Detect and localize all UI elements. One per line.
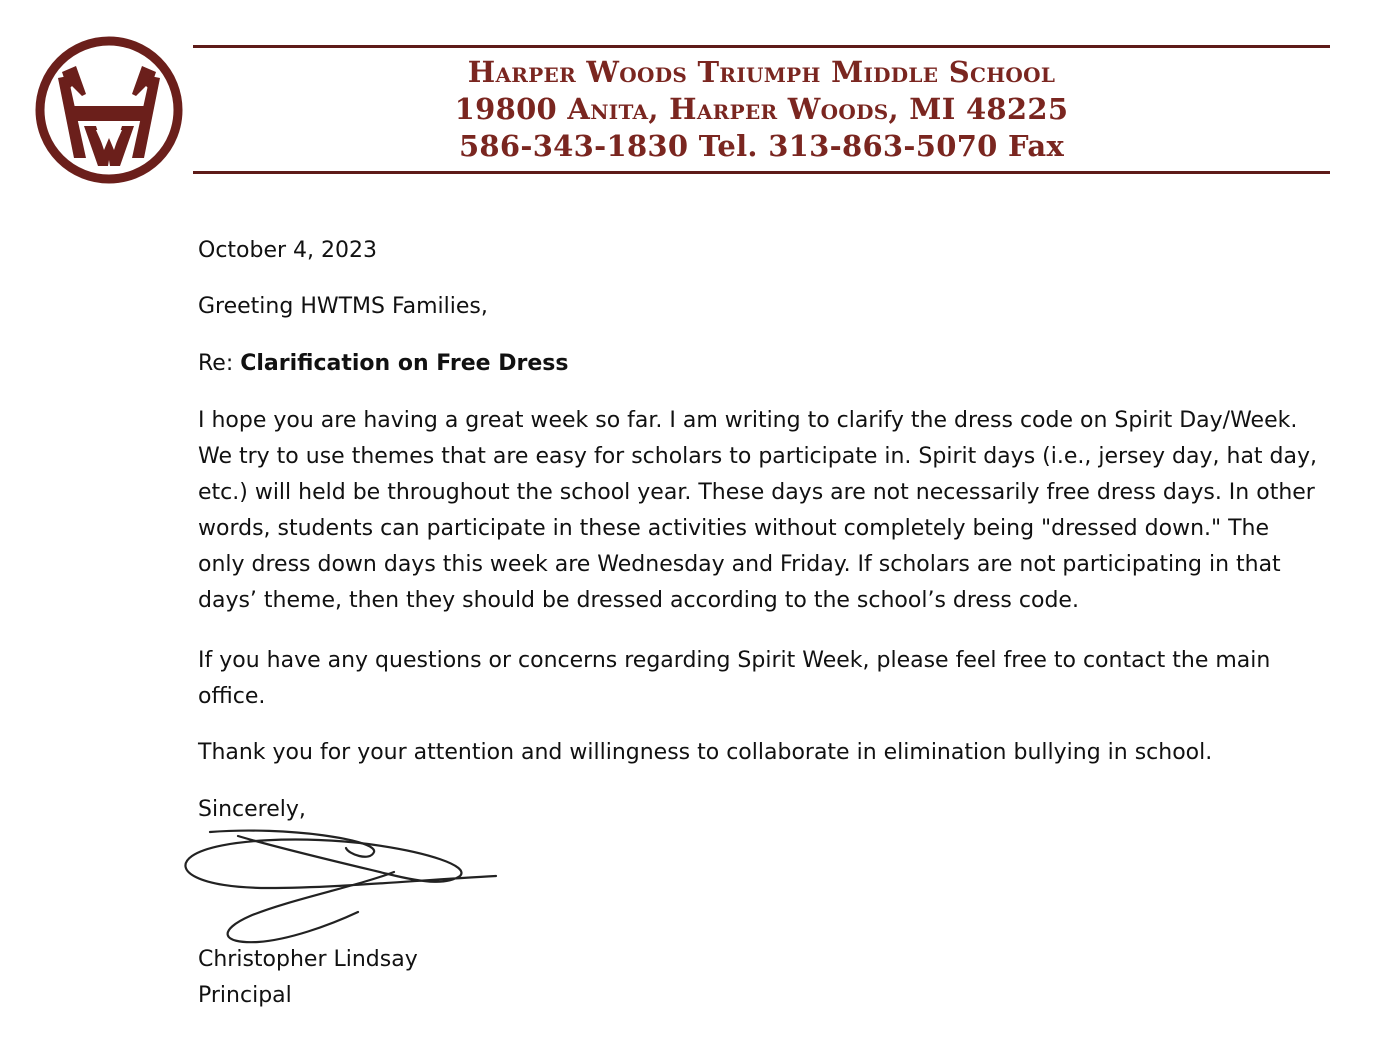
- paragraph-1-line: words, students can participate in these activities without completely being "dressed down." The: [198, 516, 1270, 541]
- letterhead: [193, 54, 1330, 165]
- school-name: Harper Woods Triumph Middle School: [467, 55, 1056, 89]
- paragraph-2-line: office.: [198, 684, 266, 709]
- paragraph-1-line: only dress down days this week are Wednesday and Friday. If scholars are not participating in that: [198, 552, 1281, 577]
- re-subject: Clarification on Free Dress: [240, 351, 569, 376]
- paragraph-1: [198, 403, 1338, 619]
- re-line: [198, 346, 569, 382]
- signature-icon: [178, 818, 508, 958]
- letter-greeting: Greeting HWTMS Families,: [198, 294, 488, 319]
- re-prefix: Re:: [198, 351, 234, 376]
- paragraph-1-line: days’ theme, then they should be dressed according to the school’s dress code.: [198, 588, 1079, 613]
- paragraph-1-line: We try to use themes that are easy for scholars to participate in. Spirit days (i.e., jersey day, hat day,: [198, 444, 1318, 469]
- school-contact: 586-343-1830 Tel. 313-863-5070 Fax: [458, 129, 1065, 163]
- school-address: 19800 Anita, Harper Woods, MI 48225: [454, 92, 1069, 126]
- signer-title: Principal: [198, 983, 292, 1008]
- paragraph-2-line: If you have any questions or concerns regarding Spirit Week, please feel free to contact the main: [198, 648, 1271, 673]
- paragraph-1-line: etc.) will held be throughout the school year. These days are not necessarily free dress days. In other: [198, 480, 1315, 505]
- letter-closing: Sincerely,: [198, 797, 306, 822]
- letterhead-bottom-rule: [193, 171, 1330, 174]
- paragraph-2: [198, 643, 1338, 715]
- paragraph-1-line: I hope you are having a great week so far. I am writing to clarify the dress code on Spirit Day/Week.: [198, 408, 1298, 433]
- school-logo-icon: [34, 34, 184, 186]
- paragraph-3: Thank you for your attention and willingness to collaborate in elimination bullying in school.: [198, 740, 1213, 765]
- signer-name: Christopher Lindsay: [198, 947, 418, 972]
- letterhead-top-rule: [193, 45, 1330, 48]
- letter-date: October 4, 2023: [198, 238, 378, 263]
